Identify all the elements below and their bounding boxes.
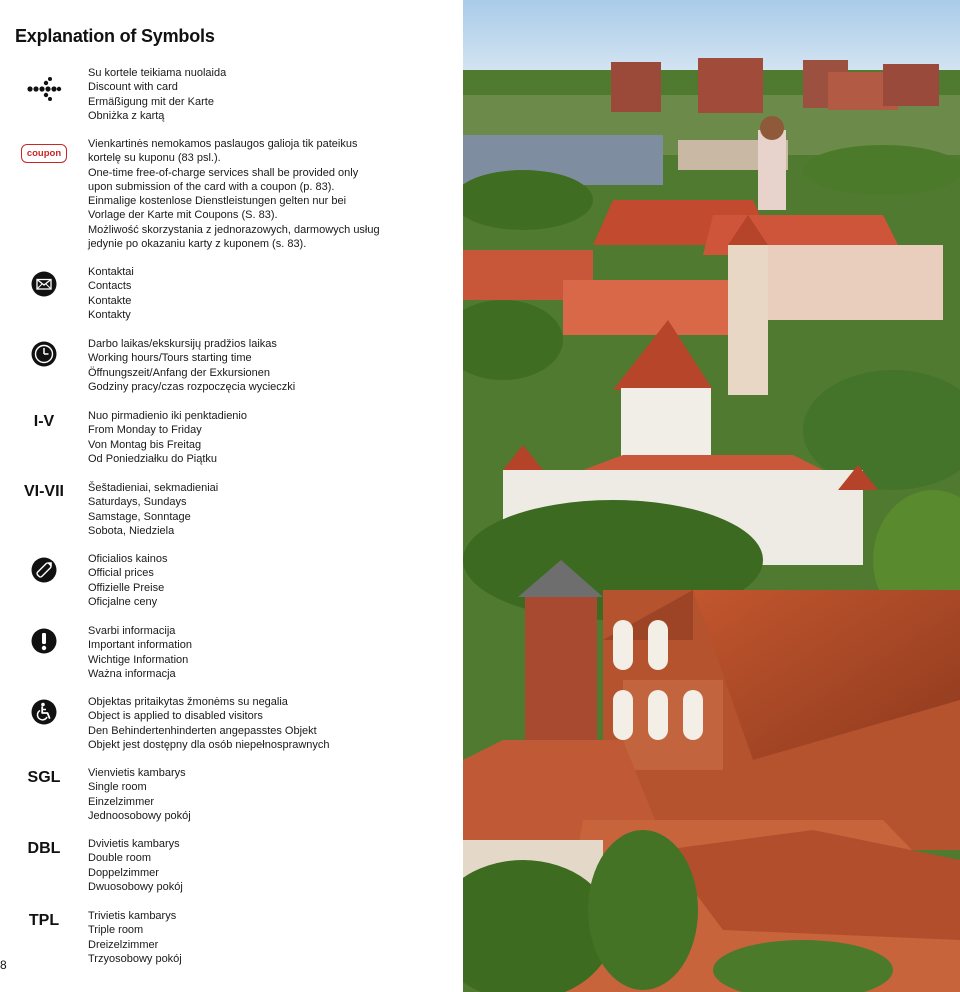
text-line: Ważna informacja (88, 667, 176, 680)
text-line: Saturdays, Sundays (88, 496, 187, 509)
text-line: jedynie po okazaniu karty z kuponem (s. 83). (88, 238, 307, 251)
symbol-description (88, 337, 458, 394)
double-room-label (18, 838, 70, 860)
text-line: Single room (88, 781, 147, 794)
symbol-description (88, 624, 458, 681)
text-line: Dvivietis kambarys (88, 838, 180, 850)
symbol-description (88, 695, 458, 752)
page-number: 8 (0, 958, 7, 972)
single-room-label-text: SGL (27, 769, 61, 786)
symbol-description (88, 766, 458, 823)
text-line: Oficialios kainos (88, 553, 168, 565)
coupon-icon-label: coupon (21, 144, 67, 163)
text-line: Kontakty (88, 308, 131, 321)
text-line: Offizielle Preise (88, 581, 165, 594)
wheelchair-icon (18, 697, 70, 727)
text-line: Dreizelzimmer (88, 938, 159, 951)
text-line: Den Behindertenhinderten angepasstes Objekt (88, 724, 317, 737)
text-line: Doppelzimmer (88, 866, 159, 879)
text-line: Trzyosobowy pokój (88, 952, 182, 965)
text-line: Nuo pirmadienio iki penktadienio (88, 410, 247, 422)
text-line: Kontakte (88, 294, 132, 307)
text-line: Godziny pracy/czas rozpoczęcia wycieczki (88, 380, 296, 393)
coupon-icon (18, 141, 70, 165)
weekdays-label (18, 411, 70, 433)
price-tag-icon (18, 555, 70, 585)
text-line: Svarbi informacija (88, 625, 176, 637)
symbol-description (88, 66, 458, 123)
text-line: Możliwość skorzystania z jednorazowych, darmowych usług (88, 223, 380, 236)
text-line: Einzelzimmer (88, 795, 155, 808)
text-line: Trivietis kambarys (88, 910, 177, 922)
text-line: upon submission of the card with a coupon (p. 83). (88, 180, 335, 193)
symbol-description (88, 552, 458, 609)
text-line: Oficjalne ceny (88, 595, 158, 608)
text-line-pl: Obniżka z kartą (88, 109, 165, 122)
text-line: Contacts (88, 280, 132, 293)
text-line: Von Montag bis Freitag (88, 438, 202, 451)
text-line: Šeštadieniai, sekmadieniai (88, 482, 219, 494)
symbol-description (88, 409, 458, 466)
text-line: Einmalige kostenlose Dienstleistungen gelten nur bei (88, 195, 347, 208)
text-line: Kontaktai (88, 266, 134, 278)
weekend-label-text: VI-VII (23, 483, 64, 500)
text-line: Öffnungszeit/Anfang der Exkursionen (88, 366, 271, 379)
single-room-label (18, 767, 70, 789)
symbol-description (88, 137, 458, 251)
text-line: Object is applied to disabled visitors (88, 710, 263, 723)
weekend-label (18, 481, 70, 503)
text-line: Wichtige Information (88, 653, 189, 666)
triple-room-label-text: TPL (28, 912, 60, 929)
text-line: kortelę su kuponu (83 psl.). (88, 152, 221, 165)
text-line-de: Ermäßigung mit der Karte (88, 95, 214, 108)
text-line: Od Poniedziałku do Piątku (88, 452, 218, 465)
text-line: Objektas pritaikytas žmonėms su negalia (88, 696, 288, 708)
text-line: Working hours/Tours starting time (88, 352, 252, 365)
text-line: Objekt jest dostępny dla osób niepełnosprawnych (88, 738, 330, 751)
discount-card-icon (18, 74, 70, 104)
double-room-label-text: DBL (27, 840, 61, 857)
symbol-description (88, 265, 458, 322)
symbols-panel (0, 0, 463, 992)
text-line: Important information (88, 639, 192, 652)
text-line: From Monday to Friday (88, 424, 202, 437)
symbol-description (88, 481, 458, 538)
text-line: Jednoosobowy pokój (88, 809, 191, 822)
symbol-description (88, 837, 458, 894)
symbol-description (88, 909, 458, 966)
text-line: Sobota, Niedziela (88, 524, 175, 537)
text-line: Official prices (88, 567, 154, 580)
text-line: Vienkartinės nemokamos paslaugos galioja tik pateikus (88, 138, 358, 150)
envelope-icon (18, 269, 70, 299)
text-line: Darbo laikas/ekskursijų pradžios laikas (88, 338, 277, 350)
page-title: Explanation of Symbols (15, 26, 215, 46)
exclamation-icon (18, 626, 70, 656)
text-line-en: Discount with card (88, 81, 178, 94)
triple-room-label (18, 910, 70, 932)
text-line-lt: Su kortele teikiama nuolaida (88, 67, 227, 79)
text-line: Double room (88, 852, 151, 865)
clock-icon (18, 339, 70, 369)
text-line: Triple room (88, 924, 144, 937)
city-photo (463, 0, 960, 992)
text-line: Samstage, Sonntage (88, 510, 191, 523)
weekdays-label-text: I-V (33, 413, 55, 430)
text-line: Dwuosobowy pokój (88, 880, 183, 893)
text-line: Vienvietis kambarys (88, 767, 186, 779)
text-line: One-time free-of-charge services shall be provided only (88, 166, 359, 179)
text-line: Vorlage der Karte mit Coupons (S. 83). (88, 209, 278, 222)
